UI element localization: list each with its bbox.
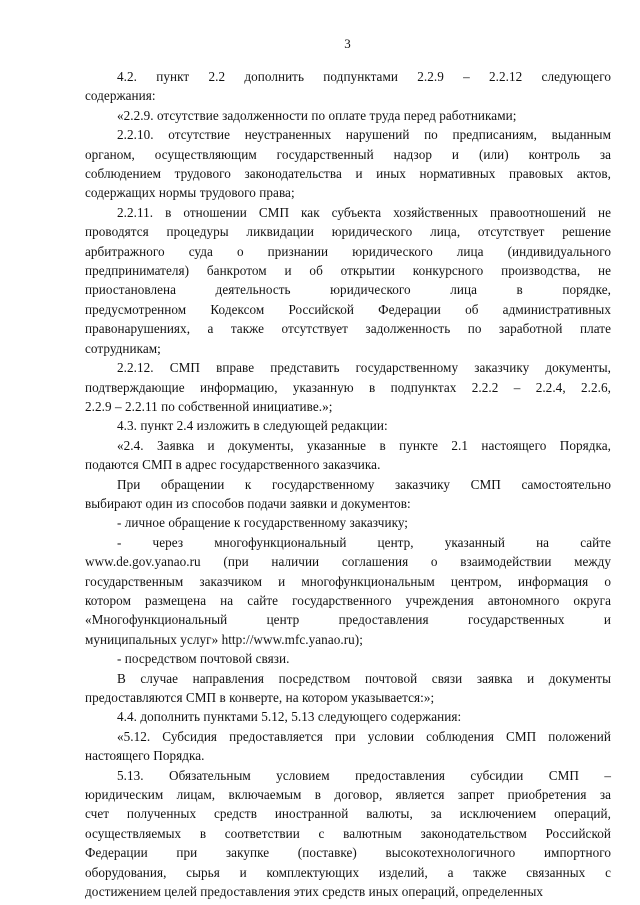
text-line: государственным заказчиком и многофункциональным центром, информация о bbox=[85, 573, 611, 589]
text-line: www.de.gov.yanao.ru (при наличии соглашения о взаимодействии между bbox=[85, 554, 611, 570]
text-line: подтверждающие информацию, указанную в подпунктах 2.2.2 – 2.2.4, 2.2.6, bbox=[85, 379, 611, 395]
text-line: муниципальных услуг» http://www.mfc.yanao.ru); bbox=[85, 631, 363, 647]
text-line: 4.2. пункт 2.2 дополнить подпунктами 2.2.9 – 2.2.12 следующего bbox=[117, 69, 611, 84]
paragraph bbox=[85, 649, 611, 668]
page-number: 3 bbox=[344, 36, 351, 51]
text-line: 5.13. Обязательным условием предоставления субсидии СМП – bbox=[117, 767, 611, 783]
text-line: «5.12. Субсидия предоставляется при условии соблюдения СМП положений bbox=[117, 728, 611, 744]
paragraph bbox=[85, 533, 611, 649]
text-line: оборудования, сырья и комплектующих изделий, а также связанных с bbox=[85, 864, 611, 880]
paragraph bbox=[85, 125, 611, 203]
text-line: содержания: bbox=[85, 88, 156, 104]
text-line: - посредством почтовой связи. bbox=[117, 651, 290, 667]
text-line: 4.3. пункт 2.4 изложить в следующей редакции: bbox=[117, 418, 388, 434]
text-line: Федерации при закупке (поставке) высокотехнологичного импортного bbox=[85, 845, 611, 861]
text-line: предусмотренном Кодексом Российской Федерации об административных bbox=[85, 301, 611, 317]
paragraph bbox=[85, 436, 611, 475]
text-line: 4.4. дополнить пунктами 5.12, 5.13 следующего содержания: bbox=[117, 709, 462, 725]
text-line: счет полученных средств иностранной валюты, за исключением операций, bbox=[85, 806, 611, 822]
paragraph bbox=[85, 669, 611, 708]
text-line: юридическим лицам, включаемым в договор, является запрет приобретения за bbox=[85, 787, 611, 803]
text-line: соблюдением трудового законодательства и иных нормативных правовых актов, bbox=[85, 166, 611, 182]
paragraph bbox=[85, 707, 611, 726]
text-line: котором размещена на сайте государственного учреждения автономного округа bbox=[85, 592, 611, 608]
text-line: 2.2.10. отсутствие неустраненных нарушений по предписаниям, выданным bbox=[117, 127, 611, 143]
paragraph bbox=[85, 766, 611, 902]
text-line: арбитражного суда о признании юридического лица (индивидуального bbox=[85, 243, 611, 259]
text-line: предпринимателя) банкротом и об открытии конкурсного производства, не bbox=[85, 263, 611, 279]
paragraph bbox=[85, 106, 611, 125]
text-line: выбирают один из способов подачи заявки и документов: bbox=[85, 495, 411, 511]
paragraph bbox=[85, 727, 611, 766]
paragraph bbox=[85, 67, 611, 106]
text-line: 2.2.12. СМП вправе представить государственному заказчику документы, bbox=[117, 360, 611, 376]
text-line: проводятся процедуры ликвидации юридического лица, отсутствует решение bbox=[85, 224, 611, 240]
text-line: В случае направления посредством почтовой связи заявка и документы bbox=[117, 670, 611, 686]
text-line: «2.2.9. отсутствие задолженности по оплате труда перед работниками; bbox=[117, 107, 517, 123]
text-line: При обращении к государственному заказчику СМП самостоятельно bbox=[117, 476, 611, 492]
text-line: органом, осуществляющим государственный надзор и (или) контроль за bbox=[85, 146, 611, 162]
text-line: подаются СМП в адрес государственного заказчика. bbox=[85, 457, 381, 473]
text-line: «2.4. Заявка и документы, указанные в пункте 2.1 настоящего Порядка, bbox=[117, 437, 611, 453]
text-line: осуществляемых в соответствии с валютным законодательством Российской bbox=[85, 825, 611, 841]
text-line: - через многофункциональный центр, указанный на сайте bbox=[117, 534, 611, 550]
paragraph bbox=[85, 358, 611, 416]
text-line: - личное обращение к государственному заказчику; bbox=[117, 515, 409, 531]
text-line: предоставляются СМП в конверте, на котором указывается:»; bbox=[85, 690, 435, 705]
paragraph bbox=[85, 203, 611, 358]
document-body bbox=[85, 67, 611, 901]
paragraph bbox=[85, 416, 611, 435]
text-line: сотрудникам; bbox=[85, 340, 161, 356]
text-line: 2.2.9 – 2.2.11 по собственной инициативе.»; bbox=[85, 398, 333, 414]
text-line: 2.2.11. в отношении СМП как субъекта хозяйственных правоотношений не bbox=[117, 204, 611, 220]
text-line: «Многофункциональный центр предоставления государственных и bbox=[85, 612, 611, 628]
text-line: настоящего Порядка. bbox=[85, 748, 205, 764]
paragraph bbox=[85, 513, 611, 532]
paragraph bbox=[85, 475, 611, 514]
text-line: приостановлена деятельность юридического лица в порядке, bbox=[85, 282, 611, 298]
text-line: правонарушениях, а также отсутствует задолженность по заработной плате bbox=[85, 321, 611, 337]
text-line: содержащих нормы трудового права; bbox=[85, 185, 295, 201]
text-line: достижением целей предоставления этих средств иных операций, определенных bbox=[85, 884, 544, 900]
